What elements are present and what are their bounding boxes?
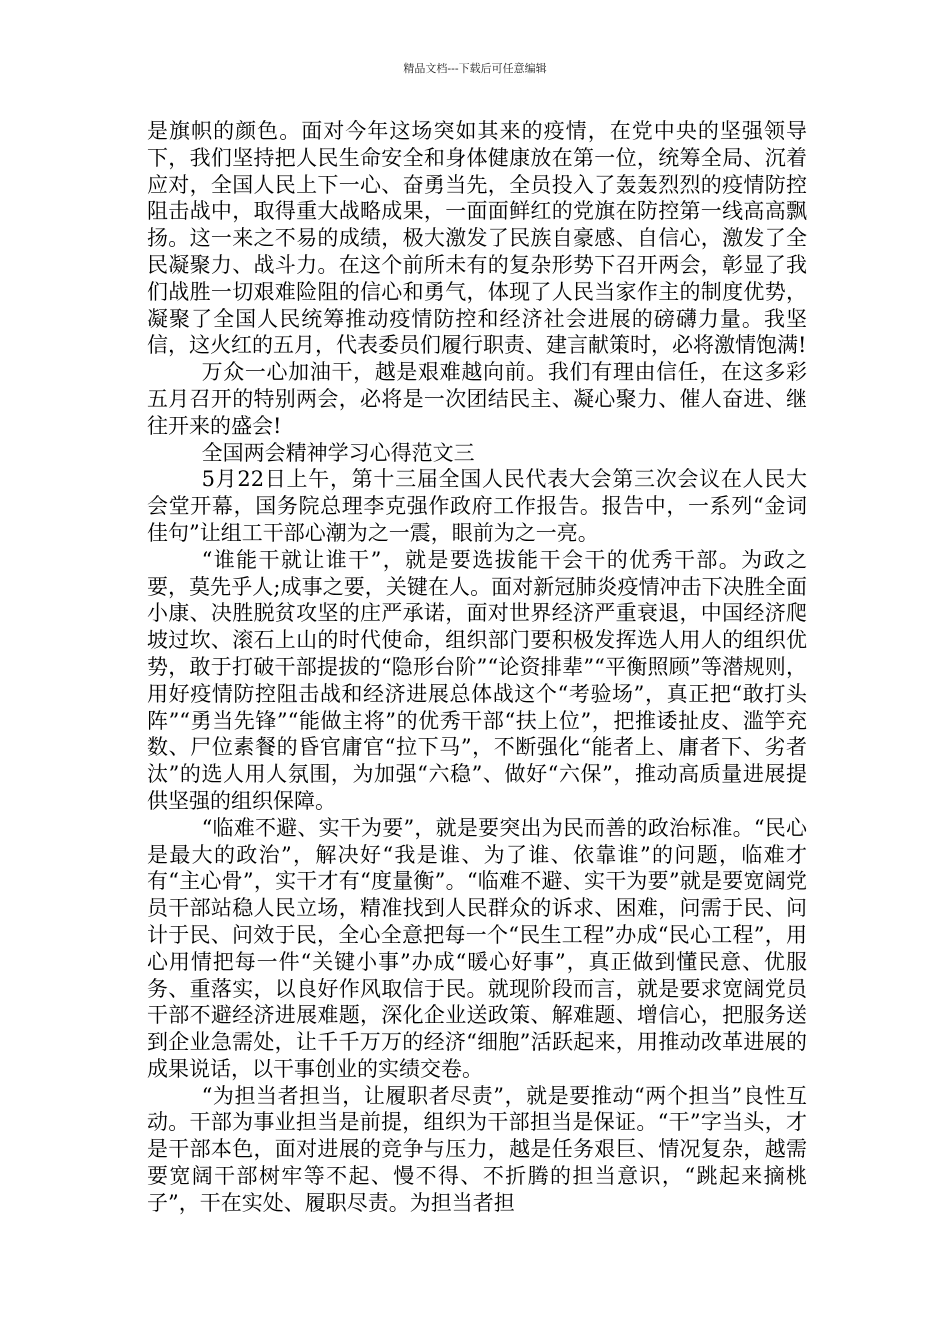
paragraph-4: “谁能干就让谁干”，就是要选拔能干会干的优秀干部。为政之要，莫先乎人;成事之要，关键在人。面对新冠肺炎疫情冲击下决胜全面小康、决胜脱贫攻坚的庄严承诺，面对世界经济严重衰退，中国经济爬坡过坎、滚石上山的时代使命，组织部门要积极发挥选人用人的组织优势，敢于打破干部提拔的“隐形台阶”“论资排辈”“平衡照顾”等潜规则，用好疫情防控阻击战和经济进展总体战这个“考验场”，真正把“敢打头阵”“勇当先锋”“能做主将”的优秀干部“扶上位”，把推诿扯皮、滥竽充数、尸位素餐的昏官庸官“拉下马”，不断强化“能者上、庸者下、劣者汰”的选人用人氛围，为加强“六稳”、做好“六保”，推动高质量进展提供坚强的组织保障。 xyxy=(147,547,807,813)
page-header: 精品文档---下载后可任意编辑 xyxy=(403,62,547,75)
paragraph-5: “临难不避、实干为要”，就是要突出为民而善的政治标准。“民心是最大的政治”，解决好“我是谁、为了谁、依靠谁”的问题，临难才有“主心骨”，实干才有“度量衡”。“临难不避、实干为要”就是要宽阔党员干部站稳人民立场，精准找到人民群众的诉求、困难，问需于民、问计于民、问效于民，全心全意把每一个“民生工程”办成“民心工程”，用心用情把每一件“关键小事”办成“暖心好事”，真正做到懂民意、优服务、重落实，以良好作风取信于民。就现阶段而言，就是要求宽阔党员干部不避经济进展难题，深化企业送政策、解难题、增信心，把服务送到企业急需处，让千千万万的经济“细胞”活跃起来，用推动改革进展的成果说话，以干事创业的实绩交卷。 xyxy=(147,815,807,1081)
paragraph-2: 万众一心加油干，越是艰难越向前。我们有理由信任，在这多彩五月召开的特别两会，必将是一次团结民主、凝心聚力、催人奋进、继往开来的盛会! xyxy=(147,360,807,438)
paragraph-3: 5月22日上午，第十三届全国人民代表大会第三次会议在人民大会堂开幕，国务院总理李克强作政府工作报告。报告中，一系列“金词佳句”让组工干部心潮为之一震，眼前为之一亮。 xyxy=(147,467,807,545)
paragraph-1: 是旗帜的颜色。面对今年这场突如其来的疫情，在党中央的坚强领导下，我们坚持把人民生命安全和身体健康放在第一位，统筹全局、沉着应对，全国人民上下一心、奋勇当先，全员投入了轰轰烈烈的疫情防控阻击战中，取得重大战略成果，一面面鲜红的党旗在防控第一线高高飘扬。这一来之不易的成绩，极大激发了民族自豪感、自信心，激发了全民凝聚力、战斗力。在这个前所未有的复杂形势下召开两会，彰显了我们战胜一切艰难险阻的信心和勇气，体现了人民当家作主的制度优势，凝聚了全国人民统筹推动疫情防控和经济社会进展的磅礴力量。我坚信，这火红的五月，代表委员们履行职责、建言献策时，必将激情饱满! xyxy=(147,119,807,358)
section-heading: 全国两会精神学习心得范文三 xyxy=(201,440,475,465)
document-body xyxy=(147,118,807,1217)
paragraph-6: “为担当者担当，让履职者尽责”，就是要推动“两个担当”良性互动。干部为事业担当是前提，组织为干部担当是保证。“干”字当头，才是干部本色，面对进展的竞争与压力，越是任务艰巨、情况复杂，越需要宽阔干部树牢等不起、慢不得、不折腾的担当意识，“跳起来摘桃子”，干在实处、履职尽责。为担当者担 xyxy=(147,1083,807,1215)
